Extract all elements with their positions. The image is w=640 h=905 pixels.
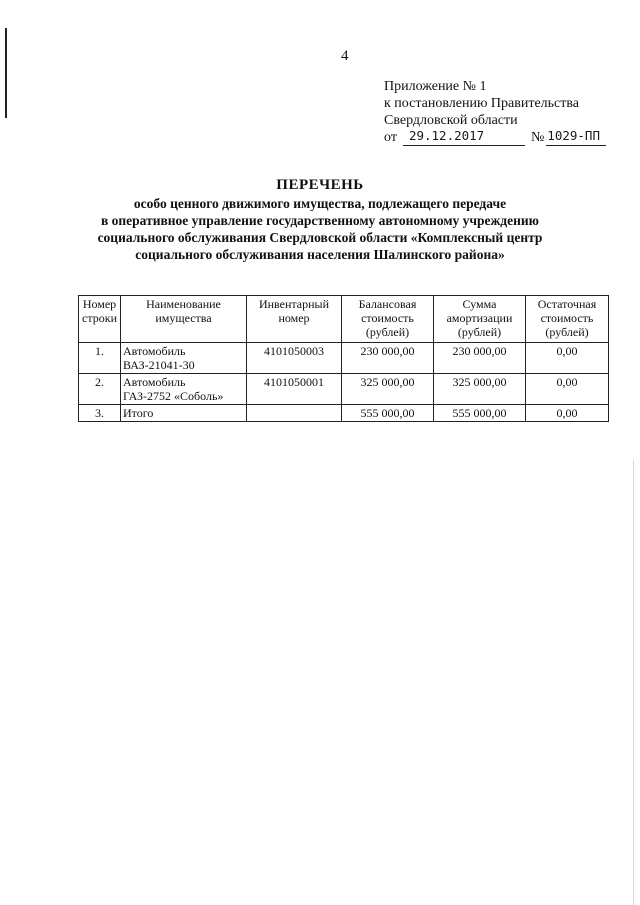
page-number: 4 [341,48,349,64]
cell-name-line: Автомобиль [123,344,186,358]
table-row [79,343,609,374]
appendix-line: Приложение № 1 [384,79,487,94]
header-inventory-number: Инвентарный номер [247,296,342,343]
document-subtitle [0,195,640,263]
cell-inventory-number: 4101050003 [247,343,342,374]
appendix-number: 1029-ПП [547,128,600,143]
cell-name [121,374,247,405]
cell-residual-value: 0,00 [526,405,609,422]
number-sign: № [530,130,545,145]
number-line [546,130,606,146]
cell-name [121,343,247,374]
cell-name-line: ГАЗ-2752 «Соболь» [123,389,224,403]
cell-row-number: 1. [79,343,121,374]
cell-balance-value: 230 000,00 [342,343,434,374]
header-amortization: Сумма амортизации (рублей) [434,296,526,343]
cell-balance-value: 325 000,00 [342,374,434,405]
header-name: Наименование имущества [121,296,247,343]
cell-row-number: 2. [79,374,121,405]
header-row-number: Номер строки [79,296,121,343]
cell-residual-value: 0,00 [526,343,609,374]
appendix-line: к постановлению Правительства [384,96,580,111]
subtitle-line: особо ценного движимого имущества, подлежащего передаче [133,196,507,211]
appendix-date-row [384,129,606,146]
cell-name-line: Автомобиль [123,375,186,389]
cell-amortization: 325 000,00 [434,374,526,405]
appendix-line: Свердловской области [384,113,518,128]
scan-edge-right [633,460,634,905]
subtitle-line: в оперативное управление государственному автономному учреждению [100,213,539,228]
subtitle-line: социального обслуживания населения Шалинского района» [135,247,505,262]
appendix-block [384,78,606,146]
cell-name-line: ВАЗ-21041-30 [123,358,195,372]
cell-row-number: 3. [79,405,121,422]
scan-edge-left [5,28,7,118]
table-row [79,374,609,405]
subtitle-line: социального обслуживания Свердловской области «Комплексный центр [97,230,543,245]
from-label: от [384,130,397,145]
table-header-row [79,296,609,343]
header-balance-value: Балансовая стоимость (рублей) [342,296,434,343]
asset-table [78,295,609,422]
cell-total-label: Итого [121,405,247,422]
cell-amortization: 230 000,00 [434,343,526,374]
cell-balance-value: 555 000,00 [342,405,434,422]
cell-amortization: 555 000,00 [434,405,526,422]
header-residual-value: Остаточная стоимость (рублей) [526,296,609,343]
cell-inventory-number [247,405,342,422]
appendix-date: 29.12.2017 [408,128,485,143]
table-row-total [79,405,609,422]
cell-residual-value: 0,00 [526,374,609,405]
date-line [403,130,525,146]
document-title: ПЕРЕЧЕНЬ [276,177,364,193]
cell-inventory-number: 4101050001 [247,374,342,405]
